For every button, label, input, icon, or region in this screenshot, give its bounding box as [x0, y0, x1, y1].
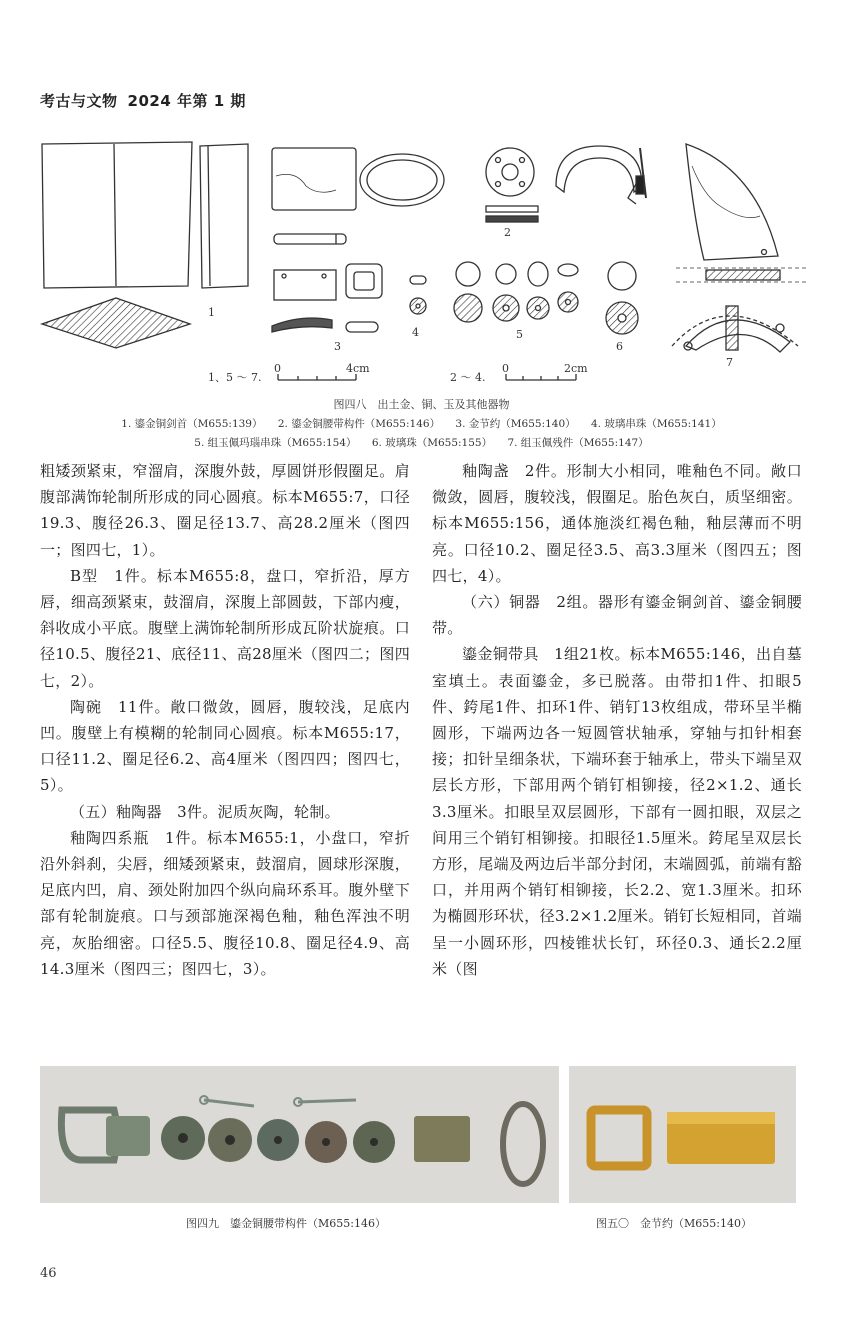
- fig-label-4: 4: [412, 326, 419, 339]
- figure-48-item: 4. 玻璃串珠（M655:141）: [591, 418, 722, 430]
- page-number: 46: [40, 1266, 57, 1281]
- section-heading: （六）铜器 2组。器形有鎏金铜剑首、鎏金铜腰带。: [432, 593, 802, 638]
- paragraph: 釉陶四系瓶 1件。标本M655:1，小盘口，窄折沿外斜刹，尖唇，细矮颈紧束，鼓溜肩，圆球形深腹，足底内凹，肩、颈处附加四个纵向扁环系耳。腹外壁下部有轮制旋痕。口与颈部施深褐色釉，釉色浑浊不明亮，灰胎细密。口径5.5、腹径10.8、圈足径4.9、高14.3厘米（图四三；图四七，3）。: [40, 828, 410, 978]
- figure-48-item: 7. 组玉佩残件（M655:147）: [507, 437, 649, 449]
- fig-label-1: 1: [208, 306, 215, 319]
- fig-label-7: 7: [726, 356, 733, 369]
- figure-49-caption: 图四九 鎏金铜腰带构件（M655:146）: [186, 1217, 386, 1230]
- figure-48-item: 2. 鎏金铜腰带构件（M655:146）: [277, 418, 441, 430]
- figure-50-caption: 图五〇 金节约（M655:140）: [596, 1217, 752, 1230]
- scale-right-zero: 0: [502, 362, 509, 375]
- paragraph: B型 1件。标本M655:8，盘口，窄折沿，厚方唇，细高颈紧束，鼓溜肩，深腹上部圆鼓，下部内瘦，斜收成小平底。腹壁上满饰轮制所形成瓦阶状旋痕。口径10.5、腹径21、底径11、高28厘米（图四二；图四七，2）。: [40, 566, 410, 690]
- paragraph: 粗矮颈紧束，窄溜肩，深腹外鼓，厚圆饼形假圈足。肩腹部满饰轮制所形成的同心圆痕。标本M655:7，口径19.3、腹径26.3、圈足径13.7、高28.2厘米（图四一；图四七，1）。: [40, 462, 410, 559]
- journal-name: 考古与文物: [40, 92, 118, 110]
- scale-left-end: 4cm: [346, 362, 370, 375]
- journal-issue: 2024 年第 1 期: [127, 92, 246, 110]
- figure-48-item: 3. 金节约（M655:140）: [455, 418, 576, 430]
- buckle-object: [61, 1110, 150, 1160]
- paragraph: 釉陶盏 2件。形制大小相同，唯釉色不同。敞口微敛，圆唇，腹较浅，假圈足。胎色灰白，质坚细密。标本M655:156，通体施淡红褐色釉，釉层薄而不明亮。口径10.2、圈足径3.5、高3.3厘米（图四五；图四七，4）。: [432, 462, 802, 585]
- scale-right-end: 2cm: [564, 362, 588, 375]
- figure-49-photo: [40, 1066, 559, 1203]
- scale-right-group: 2 ～ 4.: [450, 371, 486, 384]
- beads-drawing: [410, 262, 638, 334]
- fig-label-3: 3: [334, 340, 341, 353]
- scale-left-zero: 0: [274, 362, 281, 375]
- fig-label-2: 2: [504, 226, 511, 239]
- left-column: [40, 458, 410, 982]
- paragraph: 鎏金铜带具 1组21枚。标本M655:146，出自墓室填土。表面鎏金，多已脱落。由带扣1件、扣眼5件、銙尾1件、扣环1件、销钉13枚组成，带环呈半椭圆形，下端两边各一短圆管状轴承，穿轴与扣针相套接；扣针呈细条状，下端环套于轴承上，带头下端呈双层长方形，下部用两个销钉相铆接，径2×1.2、通长3.3厘米。扣眼呈双层圆形，下部有一圆扣眼，双层之间用三个销钉相铆接。扣眼径1.5厘米。銙尾呈双层长方形，尾端及两边后半部分封闭，末端圆弧，前端有豁口，并用两个销钉相铆接，长2.2、宽1.3厘米。扣环为椭圆形环状，径3.2×1.2厘米。销钉长短相同，首端呈一小圆环形，四棱锥状长钉，环径0.3、通长2.2厘米（图: [432, 645, 802, 978]
- figure-50-photo: [569, 1066, 796, 1203]
- scale-bars: [278, 374, 576, 380]
- section-heading: （五）釉陶器 3件。泥质灰陶，轮制。: [70, 802, 340, 821]
- jade-pendant-drawing: [672, 144, 806, 352]
- fig-label-6: 6: [616, 340, 623, 353]
- figure-48-item: 1. 鎏金铜剑首（M655:139）: [121, 418, 263, 430]
- right-column: [432, 458, 802, 982]
- running-header: [40, 90, 246, 111]
- sword-pommel-drawing: [42, 142, 248, 348]
- figure-48-title: 图四八 出土金、铜、玉及其他器物: [333, 398, 510, 411]
- gold-knot-drawing: [486, 146, 646, 222]
- scale-left-group: 1、5 ～ 7.: [208, 371, 262, 384]
- figure-48-item-list: [50, 415, 793, 453]
- paragraph: 陶碗 11件。敞口微敛，圆唇，腹较浅，足底内凹。腹壁上有模糊的轮制同心圆痕。标本M655:17，口径11.2、圈足径6.2、高4厘米（图四四；图四七，5）。: [40, 697, 410, 795]
- fig-label-5: 5: [516, 328, 523, 341]
- figure-48-drawings: [36, 136, 806, 386]
- figure-48-item: 5. 组玉佩玛瑙串珠（M655:154）: [194, 437, 357, 449]
- figure-48-item: 6. 玻璃珠（M655:155）: [371, 437, 493, 449]
